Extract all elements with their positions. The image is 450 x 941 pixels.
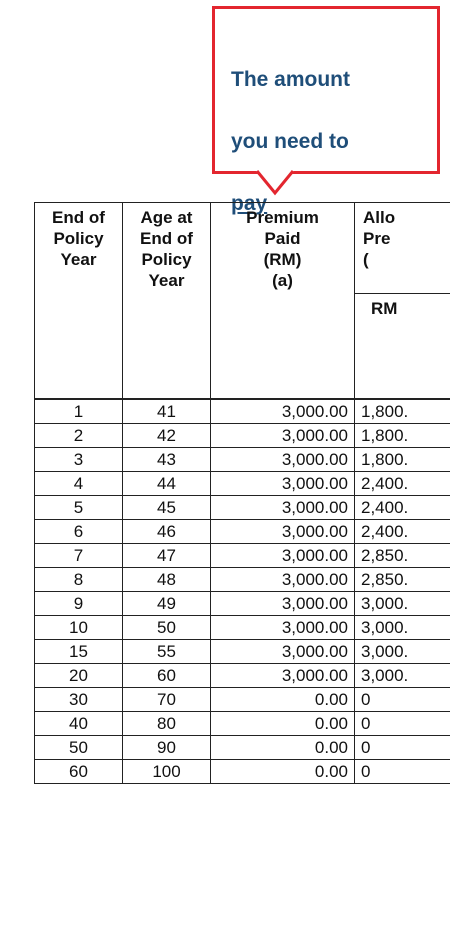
table-row: [35, 568, 450, 592]
header-end-of-policy-year: End of Policy Year: [35, 203, 123, 400]
callout-box: [212, 6, 440, 215]
cell-age: 49: [123, 592, 211, 616]
cell-policy-year: 7: [35, 544, 123, 568]
cell-allocated-premium: 3,000.: [355, 640, 450, 664]
cell-age: 80: [123, 712, 211, 736]
cell-premium-paid: 3,000.00: [211, 448, 355, 472]
cell-premium-paid: 3,000.00: [211, 616, 355, 640]
cell-policy-year: 1: [35, 399, 123, 424]
cell-allocated-premium: 2,400.: [355, 472, 450, 496]
cell-policy-year: 15: [35, 640, 123, 664]
cell-premium-paid: 3,000.00: [211, 520, 355, 544]
cell-premium-paid: 3,000.00: [211, 664, 355, 688]
table-row: [35, 448, 450, 472]
callout-line-1: The amount: [231, 68, 350, 91]
cell-policy-year: 40: [35, 712, 123, 736]
cell-premium-paid: 3,000.00: [211, 544, 355, 568]
table-row: [35, 472, 450, 496]
cell-policy-year: 3: [35, 448, 123, 472]
cell-age: 50: [123, 616, 211, 640]
cell-policy-year: 6: [35, 520, 123, 544]
cell-premium-paid: 0.00: [211, 712, 355, 736]
cell-age: 70: [123, 688, 211, 712]
cell-policy-year: 5: [35, 496, 123, 520]
cell-age: 43: [123, 448, 211, 472]
cell-age: 46: [123, 520, 211, 544]
cell-allocated-premium: 1,800.: [355, 448, 450, 472]
cell-premium-paid: 3,000.00: [211, 399, 355, 424]
table-row: [35, 616, 450, 640]
cell-allocated-premium: 2,850.: [355, 544, 450, 568]
cell-allocated-premium: 3,000.: [355, 616, 450, 640]
cell-age: 41: [123, 399, 211, 424]
cell-age: 44: [123, 472, 211, 496]
table-row: [35, 664, 450, 688]
callout-line-2: you need to: [231, 130, 349, 153]
cell-allocated-premium: 0: [355, 712, 450, 736]
table-row: [35, 399, 450, 424]
cell-policy-year: 30: [35, 688, 123, 712]
table-row: [35, 544, 450, 568]
table-row: [35, 688, 450, 712]
table-row: [35, 424, 450, 448]
premium-table: [34, 202, 450, 784]
cell-premium-paid: 0.00: [211, 760, 355, 784]
cell-allocated-premium: 3,000.: [355, 592, 450, 616]
cell-policy-year: 4: [35, 472, 123, 496]
header-age-at-end: Age at End of Policy Year: [123, 203, 211, 400]
cell-age: 48: [123, 568, 211, 592]
cell-allocated-premium: 3,000.: [355, 664, 450, 688]
header-premium-paid: Premium Paid (RM) (a): [211, 203, 355, 400]
cell-allocated-premium: 0: [355, 688, 450, 712]
cell-age: 55: [123, 640, 211, 664]
cell-age: 42: [123, 424, 211, 448]
table-row: [35, 736, 450, 760]
cell-premium-paid: 0.00: [211, 688, 355, 712]
cell-policy-year: 2: [35, 424, 123, 448]
cell-policy-year: 8: [35, 568, 123, 592]
cell-allocated-premium: 2,400.: [355, 496, 450, 520]
cell-age: 60: [123, 664, 211, 688]
illustration-table: [34, 202, 450, 914]
cell-allocated-premium: 0: [355, 736, 450, 760]
cell-premium-paid: 3,000.00: [211, 472, 355, 496]
cell-premium-paid: 0.00: [211, 736, 355, 760]
cell-allocated-premium: 0: [355, 760, 450, 784]
cell-age: 45: [123, 496, 211, 520]
table-row: [35, 520, 450, 544]
table-body: [35, 399, 450, 784]
cell-premium-paid: 3,000.00: [211, 640, 355, 664]
table-row: [35, 640, 450, 664]
table-row: [35, 496, 450, 520]
table-row: [35, 712, 450, 736]
cell-policy-year: 9: [35, 592, 123, 616]
cell-policy-year: 50: [35, 736, 123, 760]
cell-premium-paid: 3,000.00: [211, 424, 355, 448]
callout-pointer-arrow: [257, 171, 297, 201]
cell-premium-paid: 3,000.00: [211, 568, 355, 592]
cell-policy-year: 60: [35, 760, 123, 784]
cell-premium-paid: 3,000.00: [211, 592, 355, 616]
cell-allocated-premium: 1,800.: [355, 399, 450, 424]
cell-age: 90: [123, 736, 211, 760]
table-row: [35, 592, 450, 616]
table-row: [35, 760, 450, 784]
cell-premium-paid: 3,000.00: [211, 496, 355, 520]
cell-allocated-premium: 2,400.: [355, 520, 450, 544]
cell-age: 100: [123, 760, 211, 784]
cell-allocated-premium: 2,850.: [355, 568, 450, 592]
cell-allocated-premium: 1,800.: [355, 424, 450, 448]
cell-age: 47: [123, 544, 211, 568]
callout-line-3: pay: [231, 192, 268, 215]
header-allocated-rm: RM: [355, 294, 450, 400]
cell-policy-year: 20: [35, 664, 123, 688]
header-allocated-premium: Allo Pre (: [355, 203, 450, 294]
cell-policy-year: 10: [35, 616, 123, 640]
